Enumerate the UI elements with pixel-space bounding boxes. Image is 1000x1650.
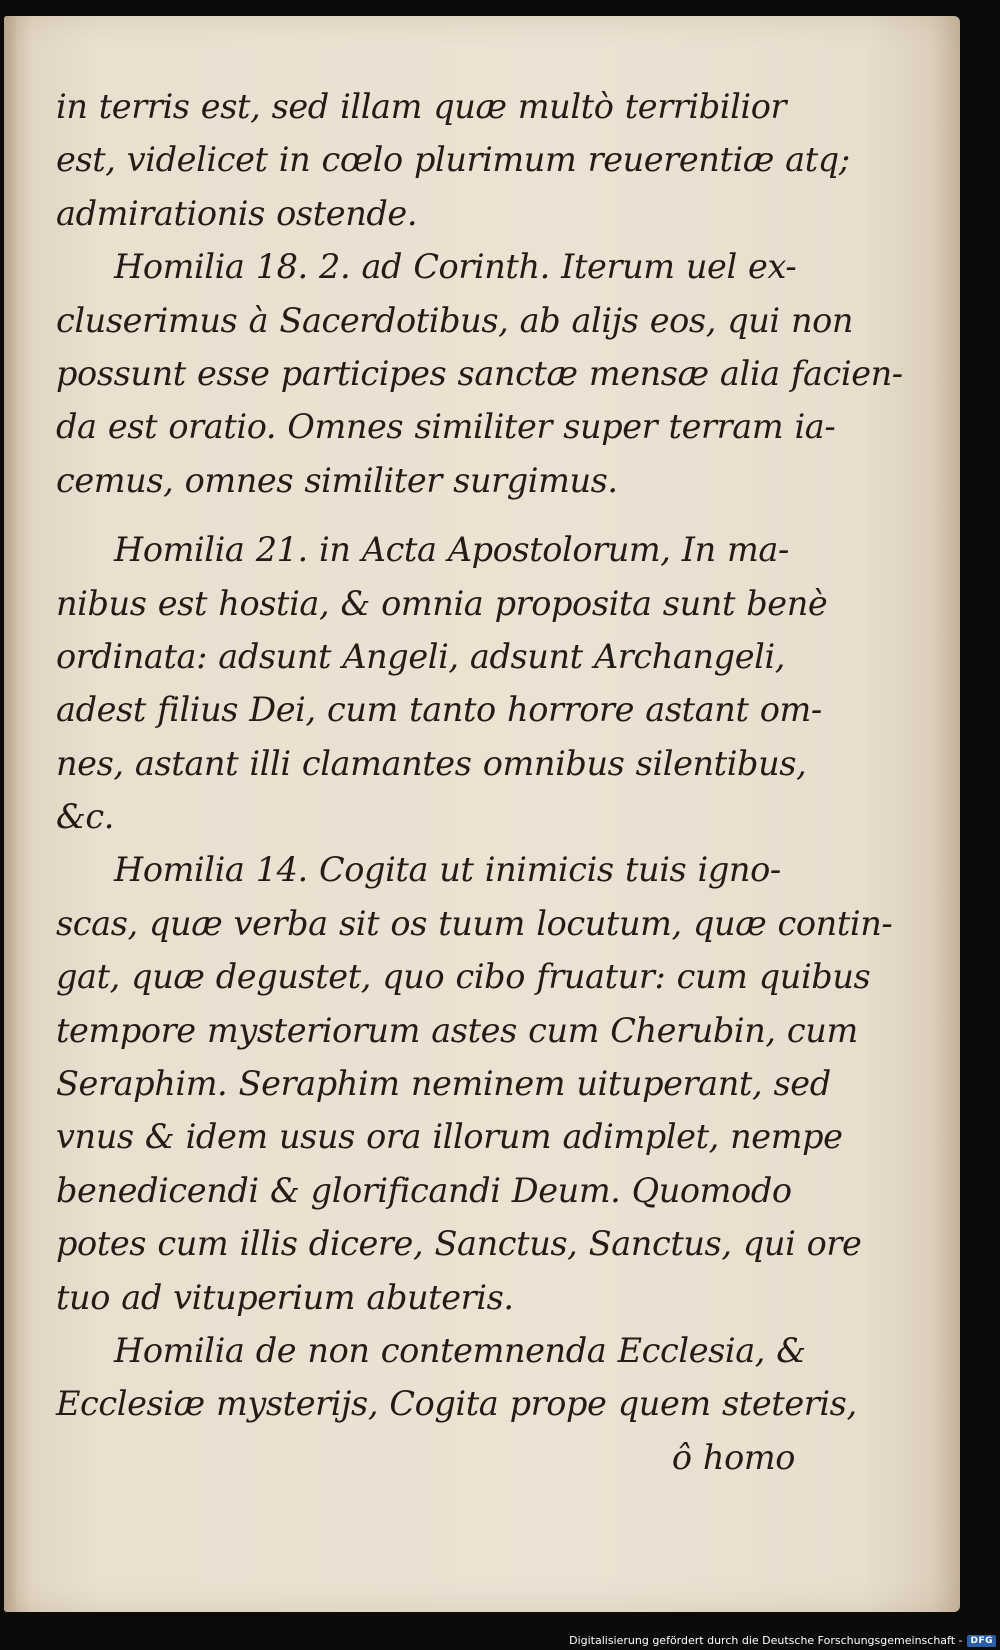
text-line: Seraphim. Seraphim neminem uituperant, sed: [56, 1064, 831, 1104]
text-line: admirationis ostende.: [56, 193, 418, 233]
text-line: est, videlicet in cœlo plurimum reuerentiæ atq;: [56, 140, 850, 180]
text-line-paragraph-start: Homilia 21. in Acta Apostolorum, In ma-: [114, 530, 789, 570]
book-page: [4, 16, 960, 1612]
text-line: cluserimus à Sacerdotibus, ab alijs eos, qui non: [56, 300, 854, 340]
page-spine-shadow: [4, 16, 18, 1612]
text-line: in terris est, sed illam quæ multò terribilior: [56, 87, 787, 126]
page-text: [56, 80, 903, 1484]
text-line: benedicendi & glorificandi Deum. Quomodo: [56, 1170, 792, 1210]
catchword: ô homo: [671, 1437, 795, 1477]
text-line-paragraph-start: Homilia 14. Cogita ut inimicis tuis igno-: [114, 850, 781, 890]
credit-text: Digitalisierung gefördert durch die Deutsche Forschungsgemeinschaft -: [569, 1634, 963, 1647]
text-line: ordinata: adsunt Angeli, adsunt Archangeli,: [56, 636, 786, 676]
text-line: possunt esse participes sanctæ mensæ alia facien-: [56, 353, 903, 393]
text-line: nes, astant illi clamantes omnibus silentibus,: [56, 743, 807, 783]
text-line: tuo ad vituperium abuteris.: [56, 1277, 514, 1317]
digitization-credit: [569, 1634, 996, 1647]
text-line: vnus & idem usus ora illorum adimplet, nempe: [56, 1117, 843, 1157]
paragraph-gap: [56, 507, 801, 523]
text-line: nibus est hostia, & omnia proposita sunt benè: [56, 583, 828, 623]
text-line: adest filius Dei, cum tanto horrore astant om-: [56, 690, 822, 730]
text-line-paragraph-start: Homilia de non contemnenda Ecclesia, &: [114, 1330, 806, 1370]
dfg-logo: DFG: [967, 1635, 996, 1647]
text-line: &c.: [56, 797, 115, 837]
text-line: gat, quæ degustet, quo cibo fruatur: cum quibus: [56, 957, 871, 997]
text-line: tempore mysteriorum astes cum Cherubin, cum: [56, 1010, 858, 1050]
text-line: scas, quæ verba sit os tuum locutum, quæ contin-: [56, 903, 893, 943]
text-line: cemus, omnes similiter surgimus.: [56, 460, 618, 500]
text-line-paragraph-start: Homilia 18. 2. ad Corinth. Iterum uel ex-: [114, 247, 797, 287]
text-line: potes cum illis dicere, Sanctus, Sanctus, qui ore: [56, 1224, 862, 1264]
text-line: Ecclesiæ mysterijs, Cogita prope quem steteris,: [56, 1384, 857, 1424]
text-line: da est oratio. Omnes similiter super terram ia-: [56, 407, 836, 447]
